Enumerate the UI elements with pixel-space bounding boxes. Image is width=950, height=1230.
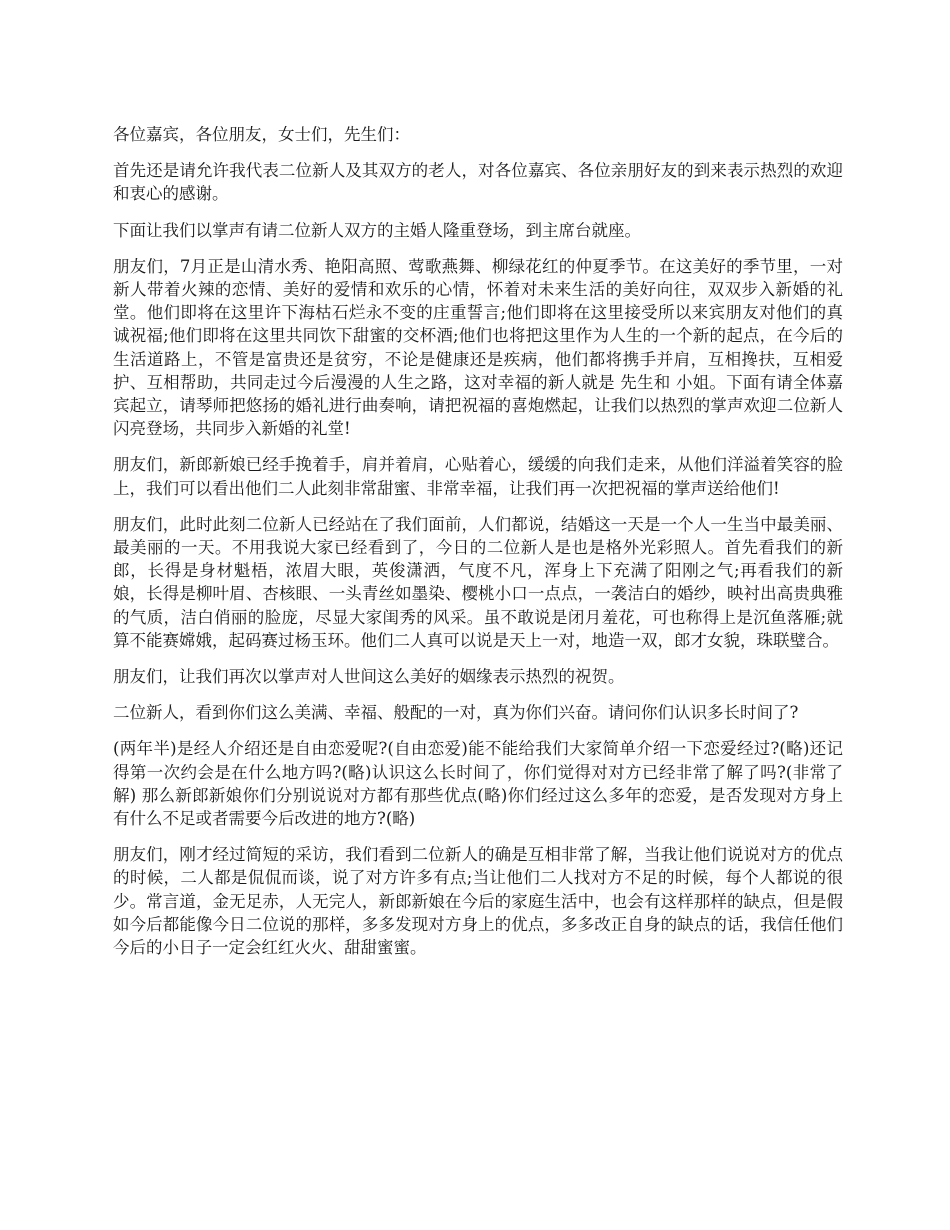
officiant-paragraph: 下面让我们以掌声有请二位新人双方的主婚人隆重登场，到主席台就座。 xyxy=(113,220,641,240)
document-body xyxy=(113,123,843,972)
interview-paragraph: (两年半)是经人介绍还是自由恋爱呢?(自由恋爱)能不能给我们大家简单介绍一下恋爱经过?(略)还记得第一次约会是在什么地方吗?(略)认识这么长时间了，你们觉得对对方已经非常了解了吗?(非常了解) 那么新郎新娘你们分别说说对方都有那些优点(略)你们经过这么多年的恋爱，是否发现对方身上有什么不足或者需要今后改进的地方?(略) xyxy=(113,739,843,829)
couple-description-paragraph: 朋友们，此时此刻二位新人已经站在了我们面前，人们都说，结婚这一天是一个人一生当中最美丽、最美丽的一天。不用我说大家已经看到了，今日的二位新人是也是格外光彩照人。首先看我们的新郎，长得是身材魁梧，浓眉大眼，英俊潇洒，气度不凡，浑身上下充满了阳刚之气;再看我们的新娘，长得是柳叶眉、杏核眼、一头青丝如墨染、樱桃小口一点点，一袭洁白的婚纱，映衬出高贵典雅的气质，洁白俏丽的脸庞，尽显大家闺秀的风采。虽不敢说是闭月羞花，可也称得上是沉鱼落雁;就算不能赛嫦娥，起码赛过杨玉环。他们二人真可以说是天上一对，地造一双，郎才女貌，珠联璧合。 xyxy=(113,514,843,650)
welcome-paragraph: 首先还是请允许我代表二位新人及其双方的老人，对各位嘉宾、各位亲朋好友的到来表示热烈的欢迎和衷心的感谢。 xyxy=(113,161,843,204)
closing-paragraph: 朋友们，刚才经过简短的采访，我们看到二位新人的确是互相非常了解，当我让他们说说对方的优点的时候，二人都是侃侃而谈，说了对方许多有点;当让他们二人找对方不足的时候，每个人都说的很少。常言道，金无足赤，人无完人，新郎新娘在今后的家庭生活中，也会有这样那样的缺点，但是假如今后都能像今日二位说的那样，多多发现对方身上的优点，多多改正自身的缺点的话，我信任他们今后的小日子一定会红红火火、甜甜蜜蜜。 xyxy=(113,845,843,958)
greeting-paragraph: 各位嘉宾，各位朋友，女士们，先生们： xyxy=(113,125,410,144)
question-paragraph: 二位新人，看到你们这么美满、幸福、般配的一对，真为你们兴奋。请问你们认识多长时间了? xyxy=(113,703,799,723)
season-paragraph: 朋友们，7月正是山清水秀、艳阳高照、莺歌燕舞、柳绿花红的仲夏季节。在这美好的季节里，一对新人带着火辣的恋情、美好的爱情和欢乐的心情，怀着对未来生活的美好向往，双双步入新婚的礼堂。他们即将在这里许下海枯石烂永不变的庄重誓言;他们即将在这里接受所以来宾朋友对他们的真诚祝福;他们即将在这里共同饮下甜蜜的交杯酒;他们也将把这里作为人生的一个新的起点，在今后的生活道路上，不管是富贵还是贫穷，不论是健康还是疾病，他们都将携手并肩，互相搀扶，互相爱护、互相帮助，共同走过今后漫漫的人生之路，这对幸福的新人就是 先生和 小姐。下面有请全体嘉宾起立，请琴师把悠扬的婚礼进行曲奏响，请把祝福的喜炮燃起，让我们以热烈的掌声欢迎二位新人闪亮登场，共同步入新婚的礼堂! xyxy=(113,256,843,439)
entrance-paragraph: 朋友们，新郎新娘已经手挽着手，肩并着肩，心贴着心，缓缓的向我们走来，从他们洋溢着笑容的脸上，我们可以看出他们二人此刻非常甜蜜、非常幸福，让我们再一次把祝福的掌声送给他们! xyxy=(113,455,843,498)
applause-paragraph: 朋友们，让我们再次以掌声对人世间这么美好的姻缘表示热烈的祝贺。 xyxy=(113,667,625,687)
